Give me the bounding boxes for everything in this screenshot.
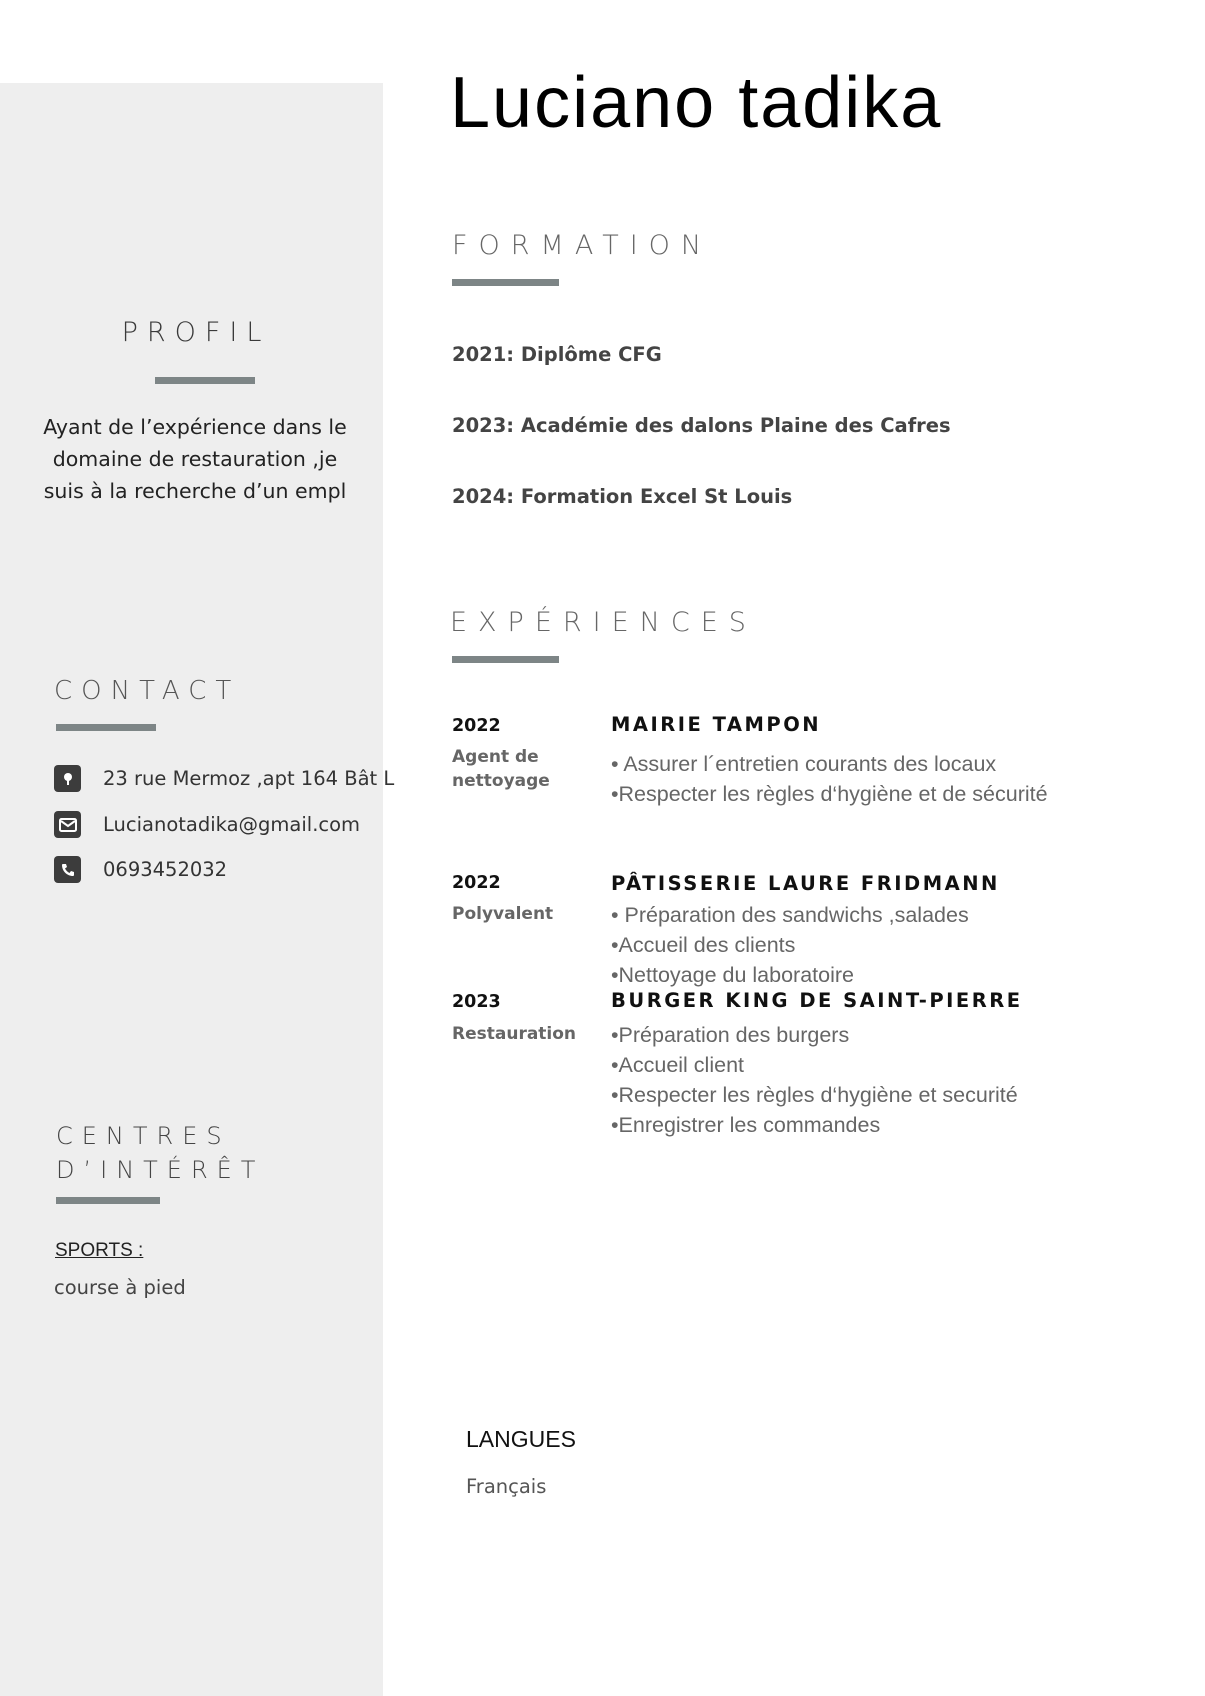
formation-item: 2021: Diplôme CFG: [452, 343, 662, 366]
contact-heading: CONTACT: [54, 676, 241, 706]
interets-heading-line2: D’INTÉRÊT: [56, 1156, 265, 1184]
experience-task: • Assurer l´entretien courants des locaux: [611, 752, 997, 776]
sports-value: course à pied: [54, 1276, 186, 1299]
contact-phone[interactable]: [54, 856, 227, 883]
profil-text: Ayant de l’expérience dans le domaine de restauration ,je suis à la recherche d’un empl: [43, 415, 347, 503]
experience-tasks: [611, 1020, 1018, 1140]
formation-item: 2024: Formation Excel St Louis: [452, 485, 793, 508]
contact-address: [54, 765, 394, 792]
contact-underline: [56, 724, 156, 731]
formation-item: 2023: Académie des dalons Plaine des Cafres: [452, 414, 951, 437]
contact-email[interactable]: [54, 811, 360, 838]
candidate-name: Luciano tadika: [450, 63, 943, 143]
experiences-heading: EXPÉRIENCES: [450, 607, 757, 638]
formation-underline: [452, 279, 559, 286]
experience-task: • Préparation des sandwichs ,salades: [611, 903, 969, 927]
experience-task: •Nettoyage du laboratoire: [611, 963, 854, 987]
langues-heading: LANGUES: [466, 1426, 576, 1452]
phone-icon: [54, 856, 81, 883]
profil-underline: [155, 377, 255, 384]
experience-role: Agent de nettoyage: [452, 747, 550, 791]
experience-task: •Respecter les règles d‘hygiène et de sécurité: [611, 782, 1048, 806]
formation-heading: FORMATION: [452, 230, 713, 261]
experience-task: •Accueil client: [611, 1053, 744, 1077]
experiences-underline: [452, 656, 559, 663]
experience-role: Polyvalent: [452, 904, 554, 924]
experience-tasks: [611, 749, 1048, 809]
experience-year: 2023: [452, 992, 501, 1012]
experience-task: •Enregistrer les commandes: [611, 1113, 881, 1137]
experience-task: •Respecter les règles d‘hygiène et securité: [611, 1083, 1018, 1107]
interets-heading-line1: CENTRES: [56, 1122, 231, 1150]
experience-company: BURGER KING DE SAINT-PIERRE: [611, 989, 1023, 1012]
envelope-icon: [54, 811, 81, 838]
contact-phone-text[interactable]: 0693452032: [103, 858, 228, 881]
experience-tasks: [611, 900, 969, 990]
experience-year: 2022: [452, 873, 501, 893]
sports-label: SPORTS :: [55, 1240, 144, 1261]
interets-underline: [56, 1197, 160, 1204]
interets-heading: [56, 1119, 264, 1187]
experience-company: PÂTISSERIE LAURE FRIDMANN: [611, 872, 1000, 895]
contact-address-text: 23 rue Mermoz ,apt 164 Bât L: [103, 767, 395, 790]
experience-year: 2022: [452, 716, 501, 736]
experience-task: •Préparation des burgers: [611, 1023, 850, 1047]
profil-heading: PROFIL: [121, 317, 271, 348]
experience-task: •Accueil des clients: [611, 933, 796, 957]
experience-company: MAIRIE TAMPON: [611, 713, 822, 736]
contact-email-text[interactable]: Lucianotadika@gmail.com: [103, 813, 361, 836]
location-pin-icon: [54, 765, 81, 792]
langues-item: Français: [466, 1475, 547, 1498]
experience-role: Restauration: [452, 1024, 577, 1044]
